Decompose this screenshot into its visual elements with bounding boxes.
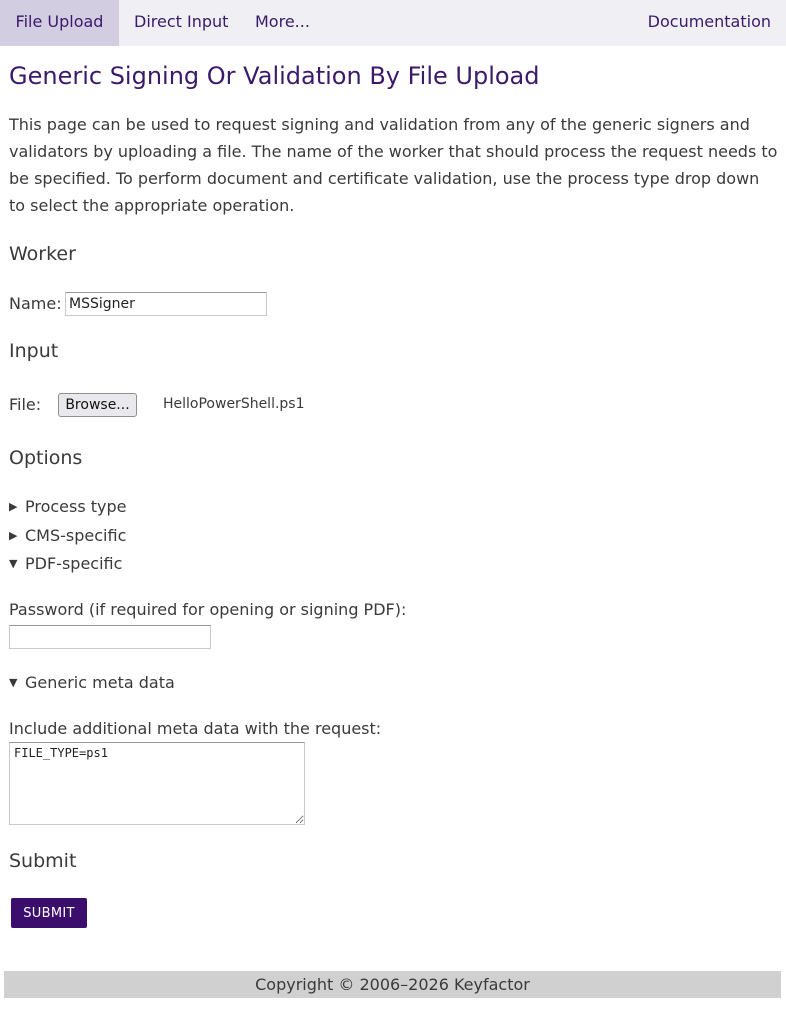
footer-copyright: Copyright © 2006–2026 Keyfactor bbox=[4, 971, 781, 998]
generic-meta-data-toggle[interactable] bbox=[9, 673, 175, 692]
intro-text: This page can be used to request signing and validation from any of the generic signers and validators by uploading a file. The name of the worker that should process the request needs to be specified. To perform document and certificate validation, use the process type drop down to select the appropriate operation. bbox=[9, 115, 778, 215]
process-type-label: Process type bbox=[25, 497, 127, 516]
options-heading: Options bbox=[9, 447, 83, 469]
input-heading: Input bbox=[9, 340, 59, 362]
pdf-specific-label: PDF-specific bbox=[25, 554, 123, 573]
expanded-triangle-icon: ▼ bbox=[9, 557, 18, 570]
pdf-password-input[interactable] bbox=[9, 625, 211, 649]
pdf-specific-toggle[interactable] bbox=[9, 554, 122, 573]
nav-file-upload[interactable]: File Upload bbox=[0, 0, 119, 46]
cms-specific-label: CMS-specific bbox=[25, 526, 127, 545]
nav-documentation[interactable]: Documentation bbox=[647, 12, 771, 31]
collapsed-triangle-icon: ▶ bbox=[9, 500, 18, 513]
meta-data-label: Include additional meta data with the request: bbox=[9, 719, 382, 738]
page-title: Generic Signing Or Validation By File Upload bbox=[9, 62, 540, 90]
file-label: File: bbox=[9, 395, 42, 414]
generic-meta-data-label: Generic meta data bbox=[25, 673, 175, 692]
worker-name-label: Name: bbox=[9, 294, 62, 313]
cms-specific-toggle[interactable] bbox=[9, 526, 126, 545]
expanded-triangle-icon: ▼ bbox=[9, 676, 18, 689]
nav-direct-input[interactable]: Direct Input bbox=[134, 12, 229, 31]
selected-file-name: HelloPowerShell.ps1 bbox=[163, 396, 305, 412]
worker-name-input[interactable] bbox=[65, 292, 267, 316]
nav-more[interactable]: More... bbox=[255, 12, 310, 31]
submit-button[interactable]: SUBMIT bbox=[11, 898, 87, 928]
browse-button[interactable]: Browse... bbox=[58, 393, 137, 417]
submit-heading: Submit bbox=[9, 850, 77, 872]
pdf-password-label: Password (if required for opening or signing PDF): bbox=[9, 600, 407, 619]
collapsed-triangle-icon: ▶ bbox=[9, 529, 18, 542]
worker-heading: Worker bbox=[9, 243, 76, 265]
process-type-toggle[interactable] bbox=[9, 497, 127, 516]
meta-data-textarea[interactable] bbox=[9, 742, 305, 825]
top-navbar bbox=[0, 0, 786, 46]
